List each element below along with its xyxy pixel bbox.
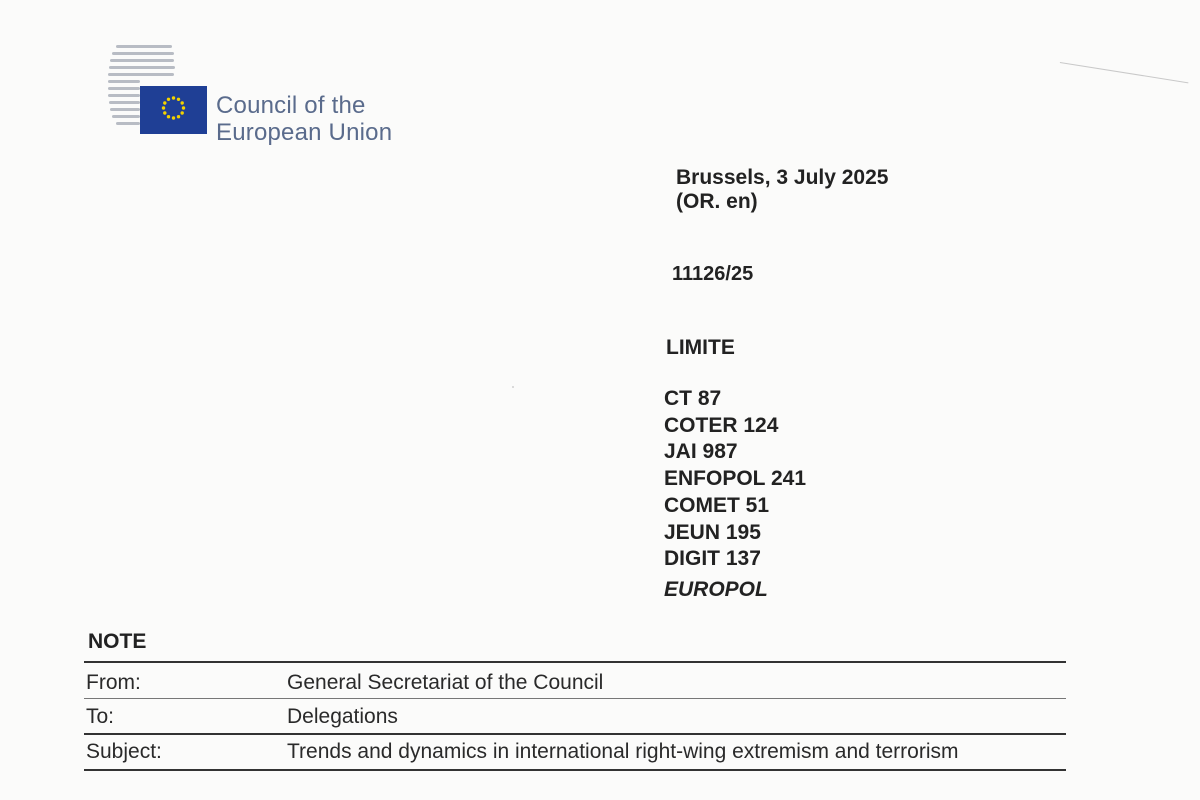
subject-code: JAI 987 xyxy=(664,440,738,464)
subject-label: Subject: xyxy=(86,740,162,763)
scan-speck xyxy=(512,386,514,388)
council-name-line2: European Union xyxy=(216,119,393,146)
subject-code: JEUN 195 xyxy=(664,520,761,544)
council-logo xyxy=(106,42,426,146)
council-name-line1: Council of the xyxy=(216,92,366,119)
table-rule-bottom xyxy=(84,769,1066,771)
to-label: To: xyxy=(86,705,115,728)
classification-marking: LIMITE xyxy=(666,336,735,359)
scan-edge-line xyxy=(1060,62,1189,83)
subject-code: COMET 51 xyxy=(664,493,770,517)
subject-code: ENFOPOL 241 xyxy=(664,467,806,491)
document-number: 11126/25 xyxy=(672,263,754,285)
table-rule-top xyxy=(84,661,1066,663)
table-rule xyxy=(84,733,1066,735)
council-name xyxy=(216,92,392,146)
from-label: From: xyxy=(86,671,141,694)
to-value: Delegations xyxy=(287,705,398,728)
subject-code-europol: EUROPOL xyxy=(664,577,768,601)
subject-code: COTER 124 xyxy=(664,413,779,437)
original-language: (OR. en) xyxy=(676,190,758,213)
from-value: General Secretariat of the Council xyxy=(287,671,604,694)
subject-codes-list xyxy=(664,386,806,604)
subject-code: DIGIT 137 xyxy=(664,547,761,571)
subject-code: CT 87 xyxy=(664,387,722,410)
note-title: NOTE xyxy=(88,630,147,653)
council-emblem-icon xyxy=(106,42,216,142)
subject-value: Trends and dynamics in international right-wing extremism and terrorism xyxy=(287,740,959,763)
table-rule xyxy=(84,698,1066,699)
place-date: Brussels, 3 July 2025 xyxy=(676,166,889,189)
